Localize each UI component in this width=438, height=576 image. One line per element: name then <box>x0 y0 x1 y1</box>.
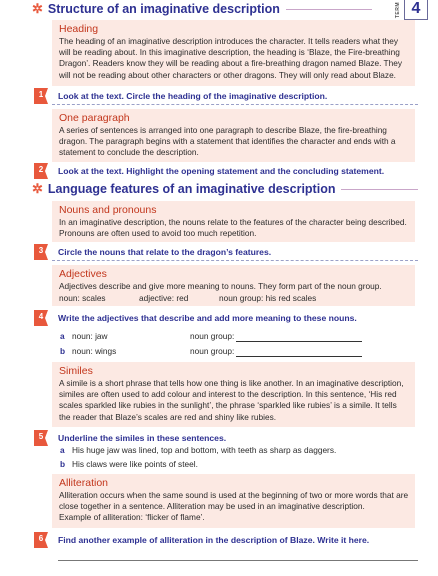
task-instruction: Underline the similes in these sentences. <box>58 433 227 443</box>
example-noun: noun: scales <box>59 293 106 304</box>
task-number-badge: 5 <box>32 430 50 446</box>
task-1 <box>32 88 422 104</box>
task-instruction: Look at the text. Circle the heading of the imaginative description. <box>58 91 328 101</box>
task-number-badge: 1 <box>32 88 50 104</box>
section-title-structure <box>32 1 372 17</box>
task4-item-a: a noun: jaw <box>60 331 108 341</box>
task-number-badge: 3 <box>32 244 50 260</box>
dashed-rule <box>52 260 418 261</box>
box-text: Adjectives describe and give more meaning to nouns. They form part of the noun group. <box>59 281 382 291</box>
task-3 <box>32 244 422 260</box>
example-noun-group: noun group: his red scales <box>219 293 317 304</box>
nouns-info-box <box>52 201 415 242</box>
answer-blank[interactable] <box>236 332 362 342</box>
divider <box>341 189 418 190</box>
task-instruction: Look at the text. Highlight the opening statement and the concluding statement. <box>58 166 385 176</box>
task-6 <box>32 532 422 548</box>
task-number-badge: 4 <box>32 310 50 326</box>
section-title-language-features <box>32 181 418 197</box>
answer-line[interactable] <box>58 560 418 561</box>
task-instruction: Write the adjectives that describe and add more meaning to these nouns. <box>58 313 357 323</box>
adjectives-info-box <box>52 265 415 306</box>
answer-blank[interactable] <box>236 347 362 357</box>
task4-item-b: b noun: wings <box>60 346 117 356</box>
simile-sentence: His claws were like points of steel. <box>72 459 198 469</box>
box-text: In an imaginative description, the nouns relate to the features of the character being described. Pronouns are often used to avoid too much repetition. <box>59 217 407 239</box>
term-number: 4 <box>404 0 428 20</box>
box-heading: Similes <box>59 365 93 377</box>
alliteration-example: Example of alliteration: ‘flicker of flame’. <box>59 512 205 523</box>
paragraph-info-box <box>52 109 415 162</box>
box-text: The heading of an imaginative description introduces the character. It tells readers what they will be reading about. In this imaginative description, the heading is ‘Blaze, the Fire-breathing Dragon’. Readers know they will be reading about a fire-breathing dragon named Blaze. They will not be reading about other characters or other dragons. They will only read about Blaze. <box>59 36 402 80</box>
example-adjective: adjective: red <box>139 293 189 304</box>
alliteration-info-box <box>52 474 415 528</box>
box-heading: Heading <box>59 23 99 35</box>
similes-info-box <box>52 362 415 427</box>
task-number-badge: 6 <box>32 532 50 548</box>
task5-item-a: a His huge jaw was lined, top and bottom, with teeth as sharp as daggers. <box>60 445 337 455</box>
box-heading: Nouns and pronouns <box>59 204 157 216</box>
noun-group-field-a[interactable]: noun group: <box>190 331 362 342</box>
task-4 <box>32 310 422 326</box>
box-heading: Adjectives <box>59 268 107 280</box>
box-heading: Alliteration <box>59 477 109 489</box>
section-title-text: Language features of an imaginative description <box>47 182 336 196</box>
task-number-badge: 2 <box>32 163 50 179</box>
task-instruction: Circle the nouns that relate to the dragon’s features. <box>58 247 272 257</box>
item-noun: noun: jaw <box>72 331 108 341</box>
sun-icon: ✲ <box>32 1 43 16</box>
task-instruction: Find another example of alliteration in the description of Blaze. Write it here. <box>58 535 370 545</box>
box-text: Alliteration occurs when the same sound is used at the beginning of two or more words that are close together in a sentence. Alliteration may be used in an imaginative description. <box>59 490 409 512</box>
adjective-examples <box>59 293 409 304</box>
task-5 <box>32 430 422 446</box>
simile-sentence: His huge jaw was lined, top and bottom, with teeth as sharp as daggers. <box>72 445 337 455</box>
box-heading: One paragraph <box>59 112 130 124</box>
box-text: A series of sentences is arranged into one paragraph to describe Blaze, the fire-breathing dragon. The paragraph begins with a statement that identifies the character and ends with a statement to conclude the description. <box>59 125 396 158</box>
item-noun: noun: wings <box>72 346 117 356</box>
divider <box>286 9 372 10</box>
dashed-rule <box>52 104 418 105</box>
task-2 <box>32 163 422 179</box>
section-title-text: Structure of an imaginative description <box>47 2 280 16</box>
term-label: TERM <box>395 2 401 19</box>
noun-group-field-b[interactable]: noun group: <box>190 346 362 357</box>
sun-icon: ✲ <box>32 181 43 196</box>
term-tab <box>395 0 428 20</box>
box-text: A simile is a short phrase that tells how one thing is like another. In an imaginative description, similes are often used to add colour and interest to the description. In this sentence, ‘His red scales sparkled like rubies in the sunlight’, the phrase ‘sparkled like rubies’ is a simile. It tells the reader that Blaze’s scales are red and shiny like rubies. <box>59 378 404 422</box>
task5-item-b: b His claws were like points of steel. <box>60 459 198 469</box>
heading-info-box <box>52 20 415 86</box>
